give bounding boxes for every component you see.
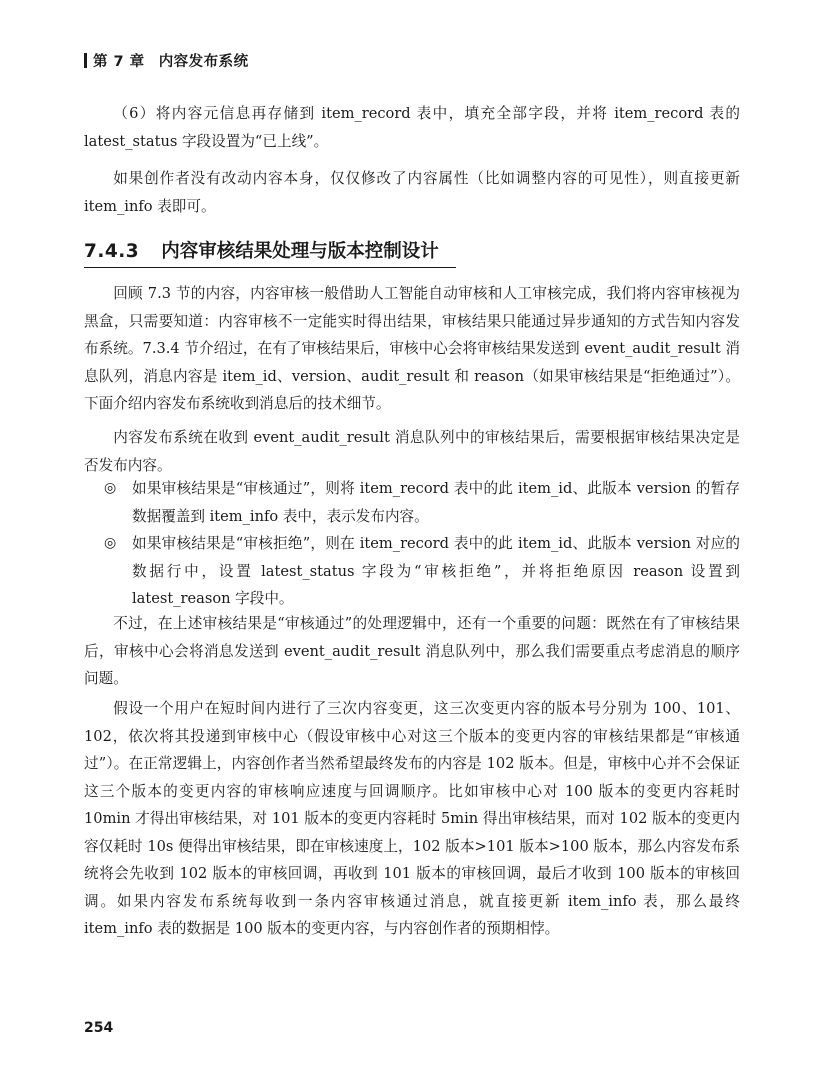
section-number: 7.4.3 [84, 241, 140, 262]
chapter-label: 第 7 章 [93, 54, 145, 70]
bullet-mark-icon: ◎ [104, 480, 117, 496]
bullet-item-rejected [104, 530, 740, 613]
paragraph-attribute-update: 如果创作者没有改动内容本身，仅仅修改了内容属性（比如调整内容的可见性），则直接更新 item_info 表即可。 [84, 170, 740, 215]
bullet-text: 如果审核结果是“审核拒绝”，则在 item_record 表中的此 item_id、此版本 version 对应的数据行中，设置 latest_status 字段为“审核拒绝”，并将拒绝原因 reason 设置到 latest_reason 字段中。 [132, 535, 740, 607]
paragraph-audit-review: 回顾 7.3 节的内容，内容审核一般借助人工智能自动审核和人工审核完成，我们将内容审核视为黑盒，只需要知道：内容审核不一定能实时得出结果，审核结果只能通过异步通知的方式告知内容发布系统。7.3.4 节介绍过，在有了审核结果后，审核中心会将审核结果发送到 event_audit_result 消息队列，消息内容是 item_id、version、audit_result 和 reason（如果审核结果是“拒绝通过”）。下面介绍内容发布系统收到消息后的技术细节。 [84, 285, 740, 412]
running-header [84, 50, 249, 71]
header-bar [84, 53, 87, 68]
bullet-mark-icon: ◎ [104, 535, 117, 551]
paragraph-version-example: 假设一个用户在短时间内进行了三次内容变更，这三次变更内容的版本号分别为 100、101、102，依次将其投递到审核中心（假设审核中心对这三个版本的变更内容的审核结果都是“审核通过”）。在正常逻辑上，内容创作者当然希望最终发布的内容是 102 版本。但是，审核中心并不会保证这三个版本的变更内容的审核响应速度与回调顺序。比如审核中心对 100 版本的变更内容耗时 10min 才得出审核结果，对 101 版本的变更内容耗时 5min 得出审核结果，而对 102 版本的变更内容仅耗时 10s 便得出审核结果，即在审核速度上，102 版本>101 版本>100 版本，那么内容发布系统将会先收到 102 版本的审核回调，再收到 101 版本的审核回调，最后才收到 100 版本的审核回调。如果内容发布系统每收到一条内容审核通过消息，就直接更新 item_info 表，那么最终 item_info 表的数据是 100 版本的变更内容，与内容创作者的预期相悖。 [84, 700, 740, 937]
section-title: 内容审核结果处理与版本控制设计 [161, 241, 439, 262]
section-heading [84, 238, 456, 268]
page-number: 254 [84, 1020, 114, 1036]
paragraph-message-order: 不过，在上述审核结果是“审核通过”的处理逻辑中，还有一个重要的问题：既然在有了审核结果后，审核中心会将消息发送到 event_audit_result 消息队列中，那么我们需要重点考虑消息的顺序问题。 [84, 615, 740, 687]
chapter-title: 内容发布系统 [158, 54, 249, 70]
bullet-item-approved [104, 475, 740, 530]
paragraph-publish-decision: 内容发布系统在收到 event_audit_result 消息队列中的审核结果后，需要根据审核结果决定是否发布内容。 [84, 429, 740, 474]
bullet-text: 如果审核结果是“审核通过”，则将 item_record 表中的此 item_id、此版本 version 的暂存数据覆盖到 item_info 表中，表示发布内容。 [132, 480, 740, 525]
paragraph-step-6: （6）将内容元信息再存储到 item_record 表中，填充全部字段，并将 item_record 表的 latest_status 字段设置为“已上线”。 [84, 105, 740, 150]
